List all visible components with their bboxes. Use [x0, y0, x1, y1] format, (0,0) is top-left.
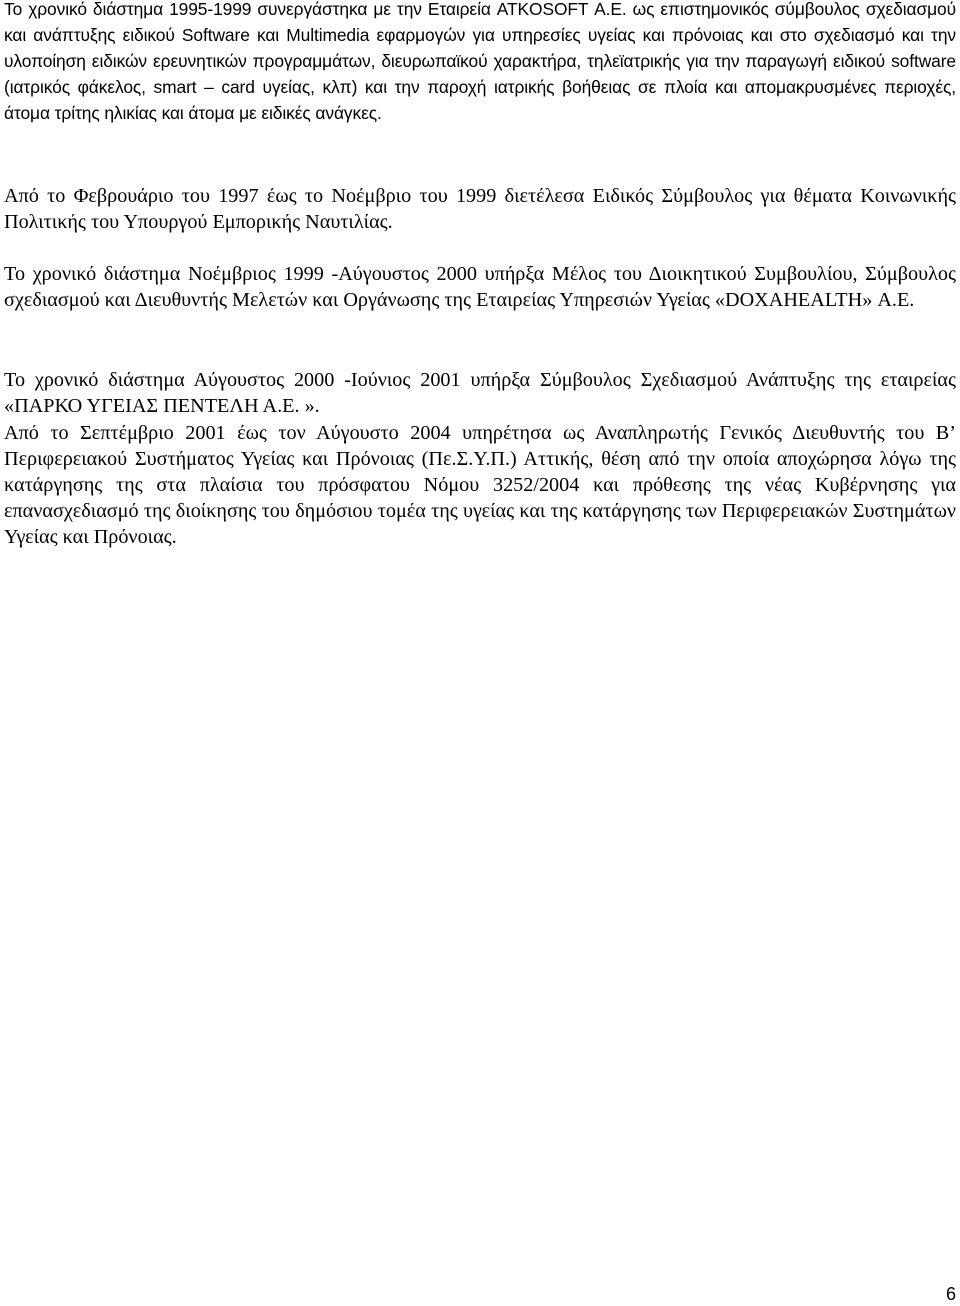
page-number: 6 [945, 1284, 956, 1304]
paragraph-pesyp-attikis: Από το Σεπτέμβριο 2001 έως τον Αύγουστο 2004 υπηρέτησα ως Αναπληρωτής Γενικός Διευθυντής του Β’ Περιφερειακού Συστήματος Υγείας και Πρόνοιας (Πε.Σ.Υ.Π.) Αττικής, θέση από την οποία αποχώρησα λόγω της κατάργησης της στα πλαίσια του πρόσφατου Νόμου 3252/2004 και πρόθεσης της νέας Κυβέρνησης για επανασχεδιασμό της διοίκησης του δημόσιου τομέα της υγείας και της κατάργησης των Περιφερειακών Συστημάτων Υγείας και Πρόνοιας. [4, 422, 956, 548]
paragraph-ministry-advisor: Από το Φεβρουάριο του 1997 έως το Νοέμβριο του 1999 διετέλεσα Ειδικός Σύμβουλος για θέματα Κοινωνικής Πολιτικής του Υπουργού Εμπορικής Ναυτιλίας. [4, 185, 956, 233]
paragraph-doxahealth: Το χρονικό διάστημα Νοέμβριος 1999 -Αύγουστος 2000 υπήρξα Μέλος του Διοικητικού Συμβουλίου, Σύμβουλος σχεδιασμού και Διευθυντής Μελετών και Οργάνωσης της Εταιρείας Υπηρεσιών Υγείας «DOXAHEALTH» Α.Ε. [4, 263, 956, 311]
paragraph-atkosoft: Το χρονικό διάστημα 1995-1999 συνεργάστηκα με την Εταιρεία ATKOSOFT Α.Ε. ως επιστημονικός σύμβουλος σχεδιασμού και ανάπτυξης ειδικού Software και Multimedia εφαρμογών για υπηρεσίες υγείας και πρόνοιας και στο σχεδιασμό και την υλοποίηση ειδικών ερευνητικών προγραμμάτων, διευρωπαϊκού χαρακτήρα, τηλεϊατρικής για την παραγωγή ειδικού software (ιατρικός φάκελος, smart – card υγείας, κλπ) και την παροχή ιατρικής βοήθειας σε πλοία και απομακρυσμένες περιοχές, άτομα τρίτης ηλικίας και άτομα με ειδικές ανάγκες. [4, 0, 956, 123]
paragraph-parko-ygeias: Το χρονικό διάστημα Αύγουστος 2000 -Ιούνιος 2001 υπήρξα Σύμβουλος Σχεδιασμού Ανάπτυξης της εταιρείας «ΠΑΡΚΟ ΥΓΕΙΑΣ ΠΕΝΤΕΛΗ Α.Ε. ». [4, 369, 956, 417]
